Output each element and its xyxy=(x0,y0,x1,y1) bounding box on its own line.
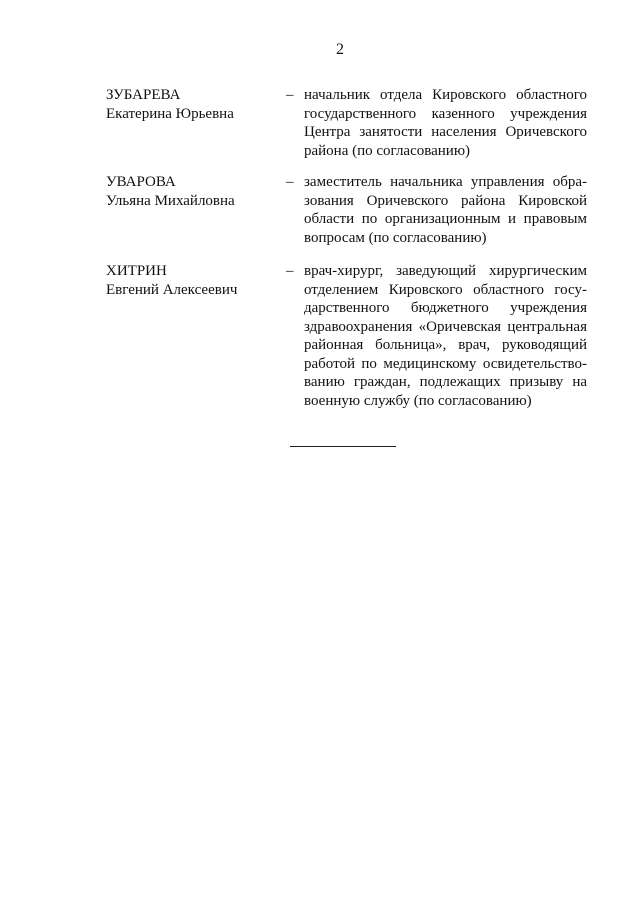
position-line: районная больница», врач, руководящий xyxy=(304,337,587,353)
position-line: дарственного бюджетного учреждения xyxy=(304,300,587,316)
position-line: врач-хирург, заведующий хирургическим xyxy=(304,263,587,279)
surname: УВАРОВА xyxy=(106,174,176,190)
member-position xyxy=(304,86,587,160)
dash: – xyxy=(286,174,294,190)
member-position xyxy=(304,173,587,247)
dash: – xyxy=(286,263,294,279)
position-line: района (по согласованию) xyxy=(304,142,471,159)
surname: ЗУБАРЕВА xyxy=(106,87,181,103)
position-line: зования Оричевского района Кировской xyxy=(304,192,587,209)
position-line: вопросам (по согласованию) xyxy=(304,229,487,246)
position-line: работой по медицинскому освидетельство- xyxy=(304,355,587,372)
closing-rule xyxy=(290,446,396,447)
dash: – xyxy=(286,87,294,103)
member-name xyxy=(106,86,234,123)
position-line: отделением Кировского областного госу- xyxy=(304,281,587,298)
position-line: Центра занятости населения Оричевского xyxy=(304,124,587,140)
position-line: ванию граждан, подлежащих призыву на xyxy=(304,374,587,390)
given-names: Екатерина Юрьевна xyxy=(106,105,234,122)
position-line: области по организационным и правовым xyxy=(304,211,587,227)
given-names: Евгений Алексеевич xyxy=(106,281,238,298)
surname: ХИТРИН xyxy=(106,263,167,279)
position-line: военную службу (по согласованию) xyxy=(304,392,532,409)
given-names: Ульяна Михайловна xyxy=(106,192,235,209)
page-number: 2 xyxy=(336,41,344,58)
member-name xyxy=(106,173,235,210)
position-line: государственного казенного учреждения xyxy=(304,105,587,122)
position-line: здравоохранения «Оричевская центральная xyxy=(304,318,587,335)
member-position xyxy=(304,262,587,410)
position-line: заместитель начальника управления обра- xyxy=(304,174,587,190)
member-name xyxy=(106,262,237,299)
position-line: начальник отдела Кировского областного xyxy=(304,87,587,103)
